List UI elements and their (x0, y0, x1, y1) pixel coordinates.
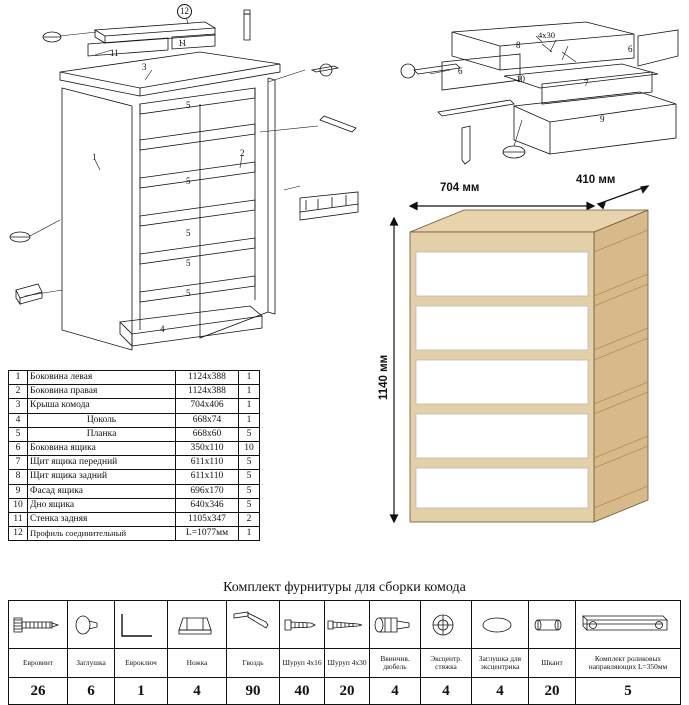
part-name: Щит ящика задний (28, 470, 176, 484)
hardware-qty: 20 (325, 678, 370, 705)
callout-5-b: 5 (186, 176, 191, 186)
table-row (9, 413, 260, 427)
part-qty: 5 (239, 498, 260, 512)
part-index: 9 (9, 484, 28, 498)
part-index: 4 (9, 413, 28, 427)
part-name: Дно ящика (28, 498, 176, 512)
table-row (9, 512, 260, 526)
part-name: Цоколь (28, 413, 176, 427)
hardware-names-row (9, 649, 681, 678)
hardware-name: Гвоздь (227, 649, 280, 678)
table-row (9, 527, 260, 541)
part-index: 2 (9, 385, 28, 399)
hardware-qty: 1 (115, 678, 168, 705)
exploded-view-cabinet (0, 0, 370, 360)
callout-7: 7 (584, 78, 589, 88)
part-name: Боковина правая (28, 385, 176, 399)
part-name: Боковина левая (28, 371, 176, 385)
hardware-qty: 4 (370, 678, 421, 705)
hardware-qty: 5 (576, 678, 681, 705)
callout-5-a: 5 (186, 100, 191, 110)
part-index: 11 (9, 512, 28, 526)
part-index: 6 (9, 441, 28, 455)
table-row (9, 456, 260, 470)
hardware-name: Ввинчив. дюбель (370, 649, 421, 678)
table-row (9, 498, 260, 512)
part-qty: 5 (239, 456, 260, 470)
hardware-qty: 4 (472, 678, 529, 705)
hardware-name: Эксцентр. стяжка (421, 649, 472, 678)
leg-icon (168, 601, 227, 649)
part-size: 696х170 (176, 484, 239, 498)
euro-screw-icon (9, 601, 68, 649)
width-dimension-label: 704 мм (440, 182, 480, 194)
part-name: Крыша комода (28, 399, 176, 413)
hardware-name: Евроключ (115, 649, 168, 678)
hardware-name: Шуруп 4х16 (280, 649, 325, 678)
part-name: Щит ящика передний (28, 456, 176, 470)
hardware-name: Заглушка для эксцентрика (472, 649, 529, 678)
part-qty: 1 (239, 399, 260, 413)
part-qty: 1 (239, 385, 260, 399)
callout-11-left: 11 (110, 48, 119, 58)
part-name: Профиль соединительный (28, 527, 176, 541)
shkant-icon (529, 601, 576, 649)
table-row (9, 371, 260, 385)
callout-5-c: 5 (186, 228, 191, 238)
table-row (9, 385, 260, 399)
table-row (9, 470, 260, 484)
callout-11-right: 11 (178, 38, 187, 48)
callout-4: 4 (160, 324, 165, 334)
screw-4x30-icon (325, 601, 370, 649)
part-index: 5 (9, 427, 28, 441)
part-size: 1124х388 (176, 371, 239, 385)
drawer-screw-label: 4х30 (538, 30, 555, 40)
hardware-qty: 26 (9, 678, 68, 705)
part-index: 3 (9, 399, 28, 413)
callout-6-left: 6 (458, 66, 463, 76)
part-name: Планка (28, 427, 176, 441)
callout-5-e: 5 (186, 288, 191, 298)
part-qty: 5 (239, 484, 260, 498)
part-qty: 5 (239, 470, 260, 484)
euro-key-icon (115, 601, 168, 649)
part-qty: 1 (239, 413, 260, 427)
part-name: Фасад ящика (28, 484, 176, 498)
hardware-qty: 4 (168, 678, 227, 705)
part-size: L=1077мм (176, 527, 239, 541)
hardware-qty: 4 (421, 678, 472, 705)
hardware-name: Шуруп 4х30 (325, 649, 370, 678)
table-row (9, 484, 260, 498)
part-index: 7 (9, 456, 28, 470)
screw-4x16-icon (280, 601, 325, 649)
hardware-icons-row (9, 601, 681, 649)
part-qty: 5 (239, 427, 260, 441)
dresser-render-block (370, 170, 689, 570)
part-qty: 1 (239, 527, 260, 541)
callout-12: 12 (177, 4, 192, 19)
cam-cap-icon (472, 601, 529, 649)
hardware-qty: 40 (280, 678, 325, 705)
part-size: 611х110 (176, 470, 239, 484)
cap-icon (68, 601, 115, 649)
depth-dimension-label: 410 мм (576, 174, 616, 186)
hardware-qty: 90 (227, 678, 280, 705)
part-qty: 2 (239, 512, 260, 526)
callout-2: 2 (240, 148, 245, 158)
part-size: 704х406 (176, 399, 239, 413)
table-row (9, 427, 260, 441)
hardware-name: Комплект роликовых направляющих L=350мм (576, 649, 681, 678)
part-index: 10 (9, 498, 28, 512)
callout-9: 9 (600, 114, 605, 124)
callout-1: 1 (92, 152, 97, 162)
hardware-kit-title: Комплект фурнитуры для сборки комода (223, 580, 466, 595)
part-name: Стенка задняя (28, 512, 176, 526)
callout-5-d: 5 (186, 258, 191, 268)
part-size: 1124х388 (176, 385, 239, 399)
slide-rail-icon (576, 601, 681, 649)
table-row (9, 441, 260, 455)
hardware-name: Ножка (168, 649, 227, 678)
callout-6-right: 6 (628, 44, 633, 54)
callout-10: 10 (516, 74, 525, 84)
part-index: 1 (9, 371, 28, 385)
hardware-name: Заглушка (68, 649, 115, 678)
hardware-qty: 6 (68, 678, 115, 705)
part-size: 640х346 (176, 498, 239, 512)
hardware-qty: 20 (529, 678, 576, 705)
part-qty: 1 (239, 371, 260, 385)
parts-table (8, 370, 260, 541)
hardware-table (8, 600, 681, 705)
cam-lock-icon (421, 601, 472, 649)
table-row (9, 399, 260, 413)
dowel-icon (370, 601, 421, 649)
part-size: 668х74 (176, 413, 239, 427)
part-index: 8 (9, 470, 28, 484)
height-dimension-label: 1140 мм (378, 354, 390, 400)
exploded-view-drawer (390, 0, 689, 180)
hardware-name: Шкант (529, 649, 576, 678)
hardware-name: Евровинт (9, 649, 68, 678)
callout-8: 8 (516, 40, 521, 50)
nail-icon (227, 601, 280, 649)
callout-3: 3 (142, 62, 147, 72)
hardware-qty-row (9, 678, 681, 705)
part-qty: 10 (239, 441, 260, 455)
part-name: Боковина ящика (28, 441, 176, 455)
part-index: 12 (9, 527, 28, 541)
parts-table-body (9, 371, 260, 541)
part-size: 350х110 (176, 441, 239, 455)
part-size: 1105х347 (176, 512, 239, 526)
part-size: 611х110 (176, 456, 239, 470)
part-size: 668х60 (176, 427, 239, 441)
